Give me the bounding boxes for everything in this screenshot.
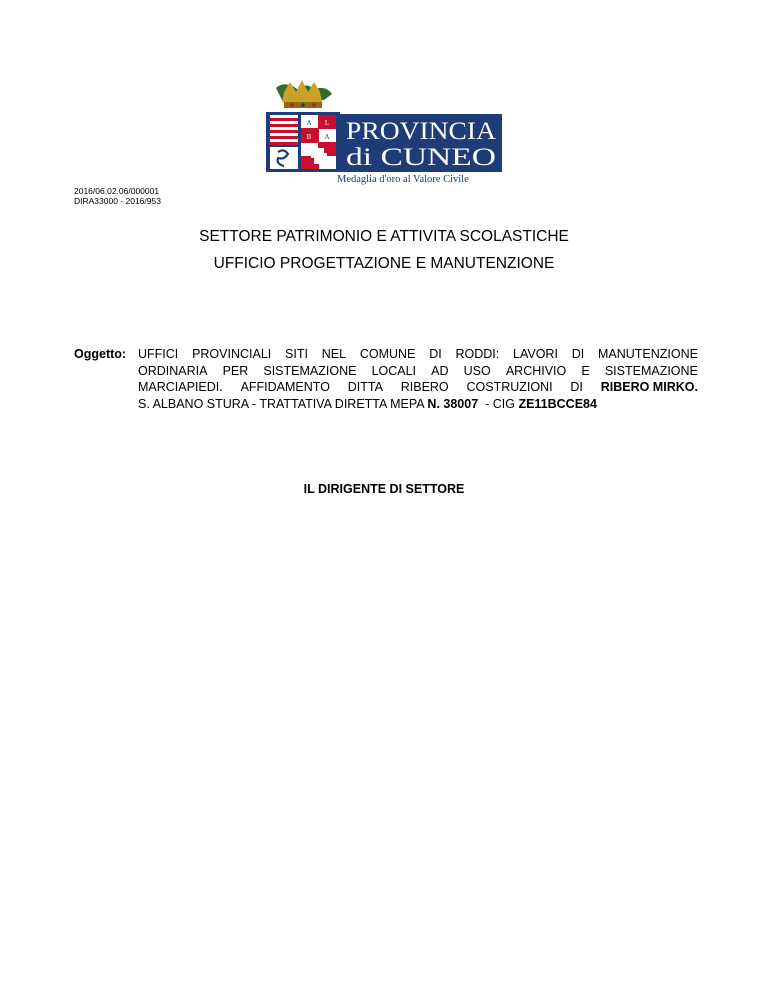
logo-line-1: PROVINCIA xyxy=(346,118,496,145)
ref-line-1: 2016/06.02.06/000001 xyxy=(74,186,160,196)
oggetto-text xyxy=(138,346,698,412)
word: S. ALBANO STURA - TRATTATIVA DIRETTA MEPA xyxy=(138,396,428,411)
oggetto-row-3 xyxy=(138,379,698,396)
dirigente-heading: IL DIRIGENTE DI SETTORE xyxy=(303,482,465,496)
shield-letter-4: A xyxy=(324,133,330,141)
oggetto-row-2 xyxy=(138,363,698,380)
logo-line-2: di CUNEO xyxy=(346,144,496,171)
word: SISTEMAZIONE xyxy=(604,363,698,378)
word: SITI xyxy=(285,347,308,361)
logo-caption: Medaglia d'oro al Valore Civile xyxy=(337,174,469,185)
shield-letter-3: B xyxy=(306,133,312,141)
contractor-name: RIBERO MIRKO. xyxy=(600,380,698,394)
word: DITTA xyxy=(347,380,383,394)
word: NEL xyxy=(321,347,347,361)
word: MANUTENZIONE xyxy=(597,347,698,361)
word: PROVINCIALI xyxy=(192,347,272,361)
oggetto-block xyxy=(74,346,698,412)
word: RIBERO xyxy=(400,380,449,394)
crown-icon xyxy=(276,80,332,108)
word: UFFICI xyxy=(138,347,179,361)
word: USO xyxy=(463,363,491,378)
word: LAVORI xyxy=(513,347,558,361)
word: ARCHIVIO xyxy=(505,363,567,378)
oggetto-row-4 xyxy=(138,396,698,413)
mepa-number: N. 38007 xyxy=(427,396,479,411)
word: DI xyxy=(570,380,583,394)
word: E xyxy=(581,363,590,378)
shield-letter-2: L xyxy=(324,119,330,127)
word: PER xyxy=(222,363,249,378)
oggetto-row-1 xyxy=(138,346,698,363)
word: AD xyxy=(431,363,449,378)
word: ORDINARIA xyxy=(138,363,208,378)
word: COSTRUZIONI xyxy=(466,380,553,394)
protocol-references xyxy=(74,186,161,206)
ref-line-2: DIRA33000 - 2016/953 xyxy=(74,196,161,206)
provincia-cuneo-logo xyxy=(262,78,504,186)
word: AFFIDAMENTO xyxy=(240,380,330,394)
sector-title: SETTORE PATRIMONIO E ATTIVITA SCOLASTICHE xyxy=(199,228,569,245)
word: DI xyxy=(429,347,442,361)
shield-icon xyxy=(266,112,340,172)
word: MARCIAPIEDI. xyxy=(138,380,223,394)
word: RODDI: xyxy=(455,347,500,361)
word: COMUNE xyxy=(359,347,416,361)
word: SISTEMAZIONE xyxy=(263,363,357,378)
word: DI xyxy=(571,347,585,361)
word: LOCALI xyxy=(371,363,417,378)
office-title: UFFICIO PROGETTAZIONE E MANUTENZIONE xyxy=(213,255,555,272)
word: - CIG xyxy=(478,396,519,411)
cig-code: ZE11BCCE84 xyxy=(518,396,597,411)
oggetto-label: Oggetto: xyxy=(74,347,127,361)
shield-letter-1: A xyxy=(306,119,312,127)
